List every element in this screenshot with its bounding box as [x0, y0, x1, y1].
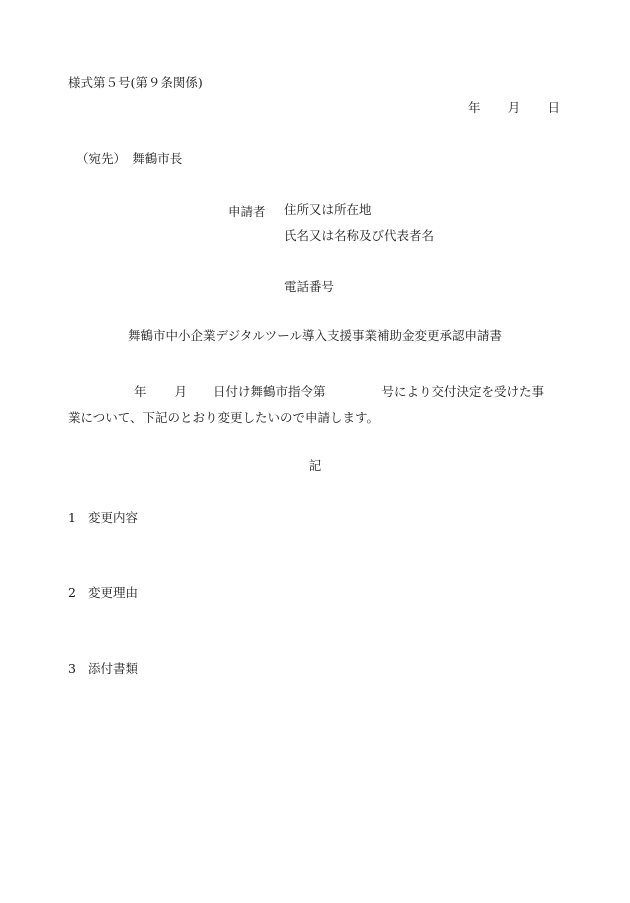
item-change-content: [68, 510, 138, 526]
applicant-label: 申請者: [228, 204, 266, 219]
item-number: 2: [68, 585, 76, 600]
date-month-label: 月: [507, 100, 521, 115]
body-line-2: 業について、下記のとおり変更したいので申請します。: [68, 410, 380, 425]
date-line: [468, 100, 560, 116]
phone-label: 電話番号: [284, 279, 335, 294]
body-dated-text: 日付け舞鶴市指令第: [213, 384, 326, 399]
body-year-label: 年: [134, 384, 147, 399]
body-number-text: 号により交付決定を受けた事: [381, 384, 545, 399]
item-label: 変更内容: [88, 510, 139, 525]
body-paragraph: [68, 379, 562, 431]
addressee: （宛先） 舞鶴市長: [76, 151, 183, 166]
body-line-1: [68, 379, 562, 405]
date-day-label: 日: [547, 100, 560, 115]
document-title: 舞鶴市中小企業デジタルツール導入支援事業補助金変更承認申請書: [127, 328, 502, 343]
item-number: 3: [68, 661, 76, 676]
item-attachments: [68, 661, 138, 677]
date-year-label: 年: [468, 100, 481, 115]
item-label: 変更理由: [88, 585, 139, 600]
address-label: 住所又は所在地: [284, 202, 372, 217]
body-month-label: 月: [174, 384, 188, 399]
item-number: 1: [68, 510, 76, 525]
ki-heading: 記: [308, 458, 322, 473]
name-label: 氏名又は名称及び代表者名: [284, 228, 435, 243]
item-change-reason: [68, 585, 138, 601]
item-label: 添付書類: [88, 661, 139, 676]
form-number: 様式第５号(第９条関係): [68, 75, 203, 90]
